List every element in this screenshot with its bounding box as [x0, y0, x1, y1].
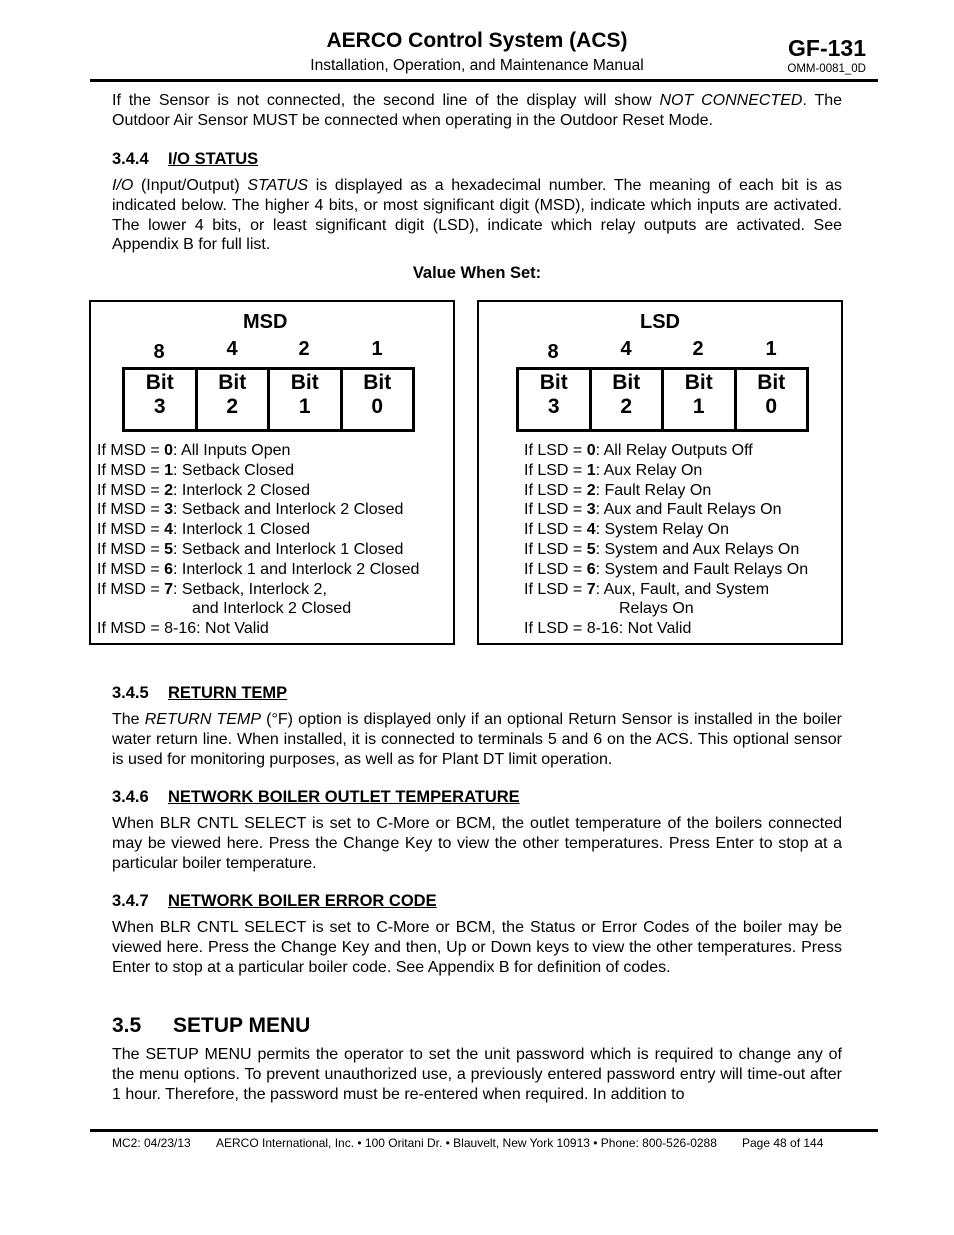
lsd-weight-1: 1: [765, 338, 777, 360]
msd-row: If MSD = 7: Setback, Interlock 2,: [97, 580, 327, 598]
lsd-bit-3: Bit 3: [519, 370, 592, 429]
footer-rule: [90, 1129, 878, 1132]
footer-company: AERCO International, Inc. • 100 Oritani Dr. • Blauvelt, New York 10913 • Phone: 800-526-0288: [216, 1136, 717, 1150]
msd-weight-4: 4: [226, 338, 238, 360]
msd-title: MSD: [243, 311, 288, 333]
lsd-row: If LSD = 6: System and Fault Relays On: [524, 560, 809, 578]
lsd-row-last: If LSD = 8-16: Not Valid: [524, 620, 692, 638]
lsd-bit-1: Bit 1: [664, 370, 737, 429]
section-35-paragraph: The SETUP MENU permits the operator to set the unit password which is required to change any of the menu options. To prevent unauthorized use, a previously entered password entry will time-out after 1 hour. Therefore, the password must be re-entered when required. In addition to: [112, 1046, 842, 1103]
msd-bit-0: Bit 0: [363, 371, 392, 418]
msd-row: If MSD = 6: Interlock 1 and Interlock 2 Closed: [97, 560, 420, 578]
msd-row-last: If MSD = 8-16: Not Valid: [97, 620, 269, 638]
section-heading-35: 3.5 SETUP MENU: [112, 1014, 311, 1037]
document-number: OMM-0081_0D: [787, 63, 866, 75]
intro-paragraph: If the Sensor is not connected, the second line of the display will show NOT CONNECTED. The Outdoor Air Sensor MUST be connected when operating in the Outdoor Reset Mode.: [112, 92, 843, 129]
msd-row: If MSD = 0: All Inputs Open: [97, 442, 291, 459]
lsd-row: If LSD = 0: All Relay Outputs Off: [524, 442, 753, 459]
lsd-row: If LSD = 7: Aux, Fault, and System: [524, 580, 770, 598]
footer-page-number: Page 48 of 144: [742, 1136, 824, 1150]
lsd-row-continuation: Relays On: [619, 600, 694, 618]
msd-row: If MSD = 1: Setback Closed: [97, 461, 294, 479]
section-heading-344: 3.4.4 I/O STATUS: [112, 150, 259, 168]
lsd-title: LSD: [640, 311, 680, 333]
lsd-panel: [477, 300, 843, 645]
lsd-weight-2: 2: [692, 338, 704, 360]
lsd-row: If LSD = 5: System and Aux Relays On: [524, 540, 800, 558]
value-when-set-label: Value When Set:: [412, 264, 542, 282]
msd-row: If MSD = 5: Setback and Interlock 1 Closed: [97, 540, 404, 558]
lsd-row: If LSD = 3: Aux and Fault Relays On: [524, 501, 782, 519]
msd-list: [97, 441, 419, 639]
msd-bit-3: Bit 3: [125, 370, 198, 429]
section-347-paragraph: When BLR CNTL SELECT is set to C-More or BCM, the Status or Error Codes of the boiler may be viewed here. Press the Change Key and then, Up or Down keys to view the other temperatures. Press Enter to stop at a particular boiler code. See Appendix B for definition of codes.: [112, 919, 842, 976]
section-346-paragraph: When BLR CNTL SELECT is set to C-More or BCM, the outlet temperature of the boilers connected may be viewed here. Press the Change Key to view the other temperatures. Press Enter to stop at a particular boiler temperature.: [112, 815, 842, 872]
lsd-bit-2: Bit 2: [592, 370, 665, 429]
lsd-row: If LSD = 2: Fault Relay On: [524, 481, 712, 499]
header-rule: [90, 79, 878, 82]
lsd-row: If LSD = 4: System Relay On: [524, 521, 729, 539]
header-title: AERCO Control System (ACS): [326, 29, 628, 52]
section-344-paragraph: I/O (Input/Output) STATUS is displayed as a hexadecimal number. The meaning of each bit is as indicated below. The higher 4 bits, or most significant digit (MSD), indicate which inputs are activated. The lower 4 bits, or least significant digit (LSD), indicate which relay outputs are activated. See Appendix B for full list.: [112, 177, 843, 254]
msd-row: If MSD = 4: Interlock 1 Closed: [97, 521, 310, 539]
lsd-bit-0: Bit 0: [757, 371, 786, 418]
msd-row-continuation: and Interlock 2 Closed: [192, 600, 352, 618]
section-heading-346: 3.4.6 NETWORK BOILER OUTLET TEMPERATURE: [112, 788, 520, 806]
msd-panel: [89, 300, 455, 645]
msd-bit-2: Bit 2: [198, 370, 271, 429]
lsd-list: [524, 441, 808, 639]
lsd-bit-boxes: [516, 367, 809, 432]
section-heading-345: 3.4.5 RETURN TEMP: [112, 684, 288, 702]
section-345-paragraph: The RETURN TEMP (°F) option is displayed only if an optional Return Sensor is installed in the boiler water return line. When installed, it is connected to terminals 5 and 6 on the ACS. This optional sensor is used for monitoring purposes, as well as for Plant DT limit operation.: [112, 711, 842, 768]
lsd-row: If LSD = 1: Aux Relay On: [524, 461, 703, 479]
msd-bit-1: Bit 1: [270, 370, 343, 429]
msd-weight-8: 8: [153, 341, 165, 363]
document-code: GF-131: [788, 35, 866, 61]
header-subtitle: Installation, Operation, and Maintenance Manual: [310, 57, 644, 74]
msd-bit-boxes: [122, 367, 415, 432]
section-heading-347: 3.4.7 NETWORK BOILER ERROR CODE: [112, 892, 437, 910]
msd-row: If MSD = 3: Setback and Interlock 2 Closed: [97, 501, 404, 519]
lsd-weight-4: 4: [620, 338, 632, 360]
footer-revision: MC2: 04/23/13: [112, 1136, 191, 1150]
msd-row: If MSD = 2: Interlock 2 Closed: [97, 481, 310, 499]
msd-weight-1: 1: [371, 338, 383, 360]
lsd-weight-8: 8: [547, 341, 559, 363]
msd-weight-2: 2: [298, 338, 310, 360]
